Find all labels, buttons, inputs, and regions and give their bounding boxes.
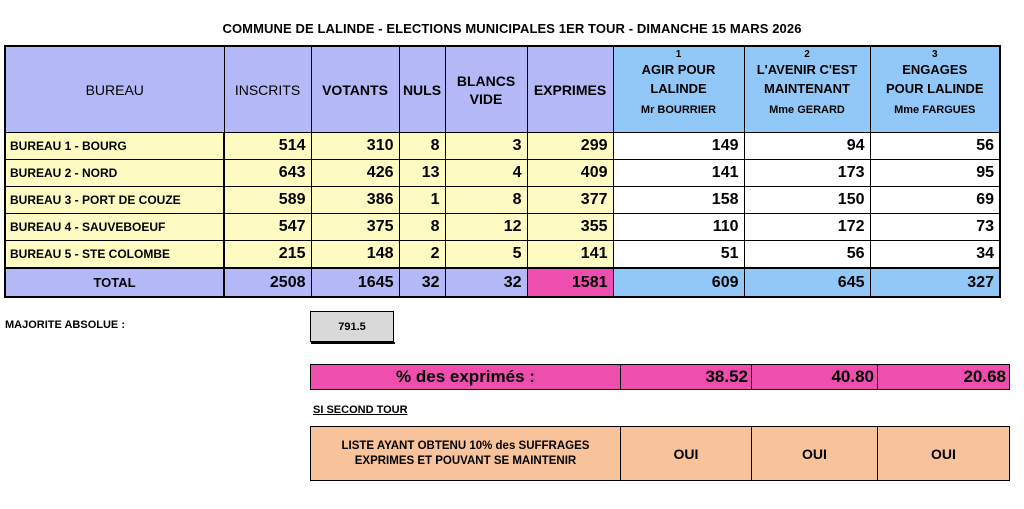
candidate-list-line2: POUR LALINDE — [886, 81, 984, 96]
candidate-2-cell: 173 — [744, 160, 870, 187]
blancs-cell: 4 — [445, 160, 527, 187]
votants-cell: 386 — [311, 187, 399, 214]
votants-cell: 375 — [311, 214, 399, 241]
percent-candidate-2: 40.80 — [752, 365, 878, 390]
nuls-cell: 13 — [399, 160, 445, 187]
candidate-2-cell: 172 — [744, 214, 870, 241]
candidate-number: 3 — [931, 49, 938, 60]
second-tour-row — [311, 427, 1010, 481]
table-row — [5, 187, 1000, 214]
candidate-1-cell: 158 — [613, 187, 744, 214]
candidate-list-line1: L'AVENIR C'EST — [756, 62, 858, 77]
candidate-2-cell: 94 — [744, 133, 870, 160]
candidate-head: Mme FARGUES — [894, 104, 976, 116]
candidate-list-line2: LALINDE — [650, 81, 707, 96]
candidate-number: 1 — [675, 49, 682, 60]
candidate-3-cell: 73 — [870, 214, 1000, 241]
inscrits-cell: 589 — [224, 187, 311, 214]
candidate-list-line1: AGIR POUR — [641, 62, 716, 77]
second-tour-label — [311, 427, 621, 481]
inscrits-cell: 643 — [224, 160, 311, 187]
header-blancs — [445, 46, 527, 133]
total-candidate-2: 645 — [744, 268, 870, 297]
bureau-name: BUREAU 4 - SAUVEBOEUF — [5, 214, 224, 241]
second-tour-label-line1: LISTE AYANT OBTENU 10% des SUFFRAGES — [341, 439, 590, 452]
results-table — [4, 45, 1001, 298]
bureau-name: BUREAU 1 - BOURG — [5, 133, 224, 160]
header-candidate-1 — [613, 46, 744, 133]
nuls-cell: 8 — [399, 214, 445, 241]
table-row — [5, 160, 1000, 187]
header-blancs-line1: BLANCS — [456, 72, 516, 89]
candidate-2-cell: 56 — [744, 241, 870, 269]
second-tour-title: SI SECOND TOUR — [313, 404, 408, 416]
candidate-head: Mr BOURRIER — [640, 104, 717, 116]
votants-cell: 148 — [311, 241, 399, 269]
candidate-3-cell: 34 — [870, 241, 1000, 269]
majorite-absolue-label: MAJORITE ABSOLUE : — [5, 319, 125, 331]
candidate-1-cell: 51 — [613, 241, 744, 269]
votants-cell: 426 — [311, 160, 399, 187]
header-votants: VOTANTS — [311, 46, 399, 133]
total-label: TOTAL — [5, 268, 224, 297]
percent-row — [311, 365, 1010, 390]
table-row — [5, 214, 1000, 241]
header-exprimes: EXPRIMES — [527, 46, 613, 133]
inscrits-cell: 215 — [224, 241, 311, 269]
bureau-name: BUREAU 2 - NORD — [5, 160, 224, 187]
second-tour-table — [310, 426, 1010, 481]
total-candidate-3: 327 — [870, 268, 1000, 297]
percent-label: % des exprimés : — [311, 365, 621, 390]
blancs-cell: 8 — [445, 187, 527, 214]
candidate-3-cell: 69 — [870, 187, 1000, 214]
total-row — [5, 268, 1000, 297]
candidate-number: 2 — [804, 49, 810, 60]
blancs-cell: 5 — [445, 241, 527, 269]
header-nuls: NULS — [399, 46, 445, 133]
majorite-absolue-value: 791.5 — [310, 311, 394, 342]
inscrits-cell: 514 — [224, 133, 311, 160]
total-candidate-1: 609 — [613, 268, 744, 297]
exprimes-cell: 377 — [527, 187, 613, 214]
second-tour-candidate-1: OUI — [621, 427, 752, 481]
second-tour-candidate-2: OUI — [752, 427, 878, 481]
page-title: COMMUNE DE LALINDE - ELECTIONS MUNICIPALES 1ER TOUR - DIMANCHE 15 MARS 2026 — [222, 21, 802, 36]
header-blancs-line2: VIDE — [469, 90, 503, 107]
second-tour-label-line2: EXPRIMES ET POUVANT SE MAINTENIR — [354, 454, 577, 467]
header-row — [5, 46, 1000, 133]
candidate-list-line2: MAINTENANT — [764, 81, 850, 96]
candidate-1-cell: 149 — [613, 133, 744, 160]
blancs-cell: 3 — [445, 133, 527, 160]
table-row — [5, 241, 1000, 269]
nuls-cell: 1 — [399, 187, 445, 214]
header-inscrits: INSCRITS — [224, 46, 311, 133]
candidate-1-cell: 141 — [613, 160, 744, 187]
total-inscrits: 2508 — [224, 268, 311, 297]
candidate-3-cell: 56 — [870, 133, 1000, 160]
header-bureau: BUREAU — [5, 46, 224, 133]
exprimes-cell: 299 — [527, 133, 613, 160]
table-row — [5, 133, 1000, 160]
nuls-cell: 8 — [399, 133, 445, 160]
percent-table — [310, 364, 1010, 390]
header-candidate-2 — [744, 46, 870, 133]
total-blancs: 32 — [445, 268, 527, 297]
total-nuls: 32 — [399, 268, 445, 297]
bureau-name: BUREAU 5 - STE COLOMBE — [5, 241, 224, 269]
total-votants: 1645 — [311, 268, 399, 297]
exprimes-cell: 141 — [527, 241, 613, 269]
header-candidate-3 — [870, 46, 1000, 133]
inscrits-cell: 547 — [224, 214, 311, 241]
candidate-2-cell: 150 — [744, 187, 870, 214]
candidate-head: Mme GERARD — [769, 104, 845, 116]
candidate-3-cell: 95 — [870, 160, 1000, 187]
percent-candidate-3: 20.68 — [878, 365, 1010, 390]
candidate-1-cell: 110 — [613, 214, 744, 241]
second-tour-candidate-3: OUI — [878, 427, 1010, 481]
exprimes-cell: 409 — [527, 160, 613, 187]
blancs-cell: 12 — [445, 214, 527, 241]
candidate-list-line1: ENGAGES — [902, 62, 968, 77]
total-exprimes: 1581 — [527, 268, 613, 297]
bureau-name: BUREAU 3 - PORT DE COUZE — [5, 187, 224, 214]
nuls-cell: 2 — [399, 241, 445, 269]
votants-cell: 310 — [311, 133, 399, 160]
percent-candidate-1: 38.52 — [621, 365, 752, 390]
exprimes-cell: 355 — [527, 214, 613, 241]
